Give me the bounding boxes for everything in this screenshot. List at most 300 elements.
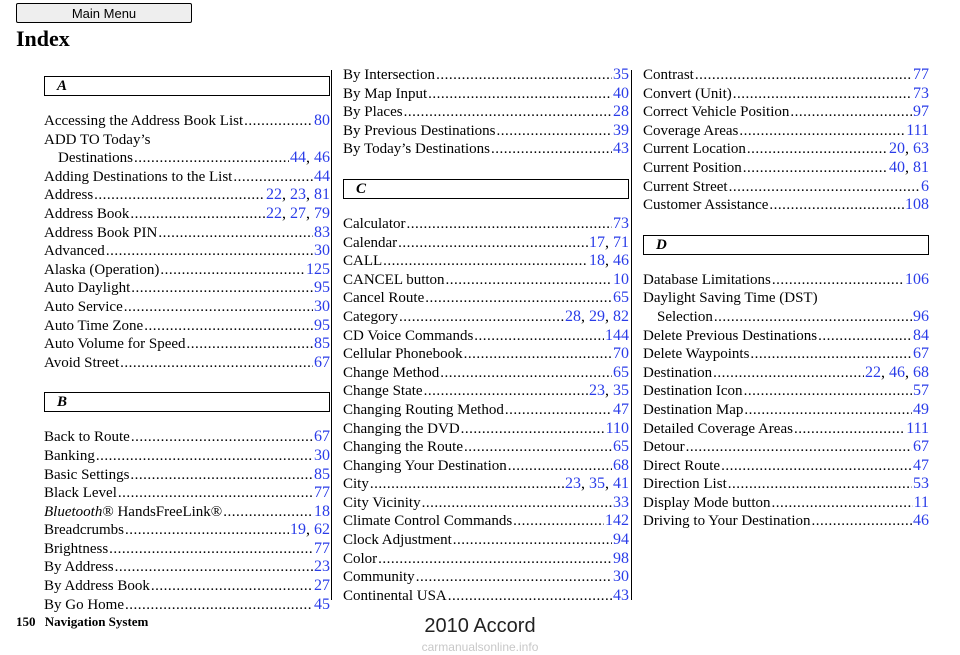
page-link[interactable]: 98 xyxy=(613,549,629,567)
index-entry xyxy=(643,85,929,104)
page-link[interactable]: 142 xyxy=(605,512,629,530)
watermark: 2010 Accord xyxy=(424,615,536,637)
entry-label: Delete Waypoints xyxy=(643,346,750,363)
index-entry xyxy=(44,279,330,298)
page-refs: 22, 27, 79 xyxy=(266,204,330,222)
section-letter-d: D xyxy=(643,235,929,255)
dot-leader xyxy=(713,364,864,383)
index-entry xyxy=(44,149,330,168)
page-refs xyxy=(314,335,330,354)
index-entry xyxy=(343,420,629,439)
page-link[interactable]: 18 xyxy=(589,252,605,270)
page-link[interactable]: 46 xyxy=(613,252,629,270)
page-refs xyxy=(314,354,330,373)
dot-leader xyxy=(497,122,613,141)
entry-label: Destination xyxy=(643,364,713,381)
page-link[interactable]: 28 xyxy=(565,307,581,325)
dot-leader xyxy=(233,168,313,187)
page-link[interactable]: 77 xyxy=(314,484,330,502)
dot-leader xyxy=(106,242,313,261)
page-link[interactable]: 81 xyxy=(314,186,330,204)
page-link[interactable]: 80 xyxy=(314,112,330,129)
page-link[interactable]: 30 xyxy=(314,242,330,260)
page-link[interactable]: 67 xyxy=(913,345,929,363)
index-entry xyxy=(44,112,330,131)
page-refs xyxy=(913,401,929,420)
dot-leader xyxy=(453,531,612,550)
page-refs xyxy=(613,215,629,234)
page-refs: 23, 35 xyxy=(589,382,629,400)
page-link[interactable]: 47 xyxy=(613,400,629,418)
section-letter-a: A xyxy=(44,76,330,96)
page-link[interactable]: 108 xyxy=(905,196,929,214)
index-entry xyxy=(643,271,929,290)
entry-label: Address Book PIN xyxy=(44,224,158,241)
page-link[interactable]: 57 xyxy=(913,382,929,400)
page-link[interactable]: 73 xyxy=(913,84,929,102)
page-link[interactable]: 77 xyxy=(314,539,330,557)
page-link[interactable]: 19 xyxy=(290,521,306,539)
index-column-1 xyxy=(44,66,330,614)
page-refs: 17, 71 xyxy=(589,233,629,251)
entry-label: Climate Control Commands xyxy=(343,513,513,530)
entry-label: Database Limitations xyxy=(643,271,771,288)
page-refs xyxy=(314,224,330,243)
section-name: Navigation System xyxy=(44,614,149,629)
page-link[interactable]: 44 xyxy=(314,167,330,185)
entry-label: Destinations xyxy=(58,150,133,167)
page-link[interactable]: 67 xyxy=(314,353,330,371)
dot-leader xyxy=(790,103,912,122)
page-link[interactable]: 63 xyxy=(913,140,929,158)
page-refs xyxy=(606,420,629,439)
entry-label: Changing Routing Method xyxy=(343,401,504,418)
page-link[interactable]: 11 xyxy=(913,493,929,511)
dot-leader xyxy=(744,401,912,420)
entry-label: Auto Service xyxy=(44,298,123,315)
page-refs: 28, 29, 82 xyxy=(565,307,629,325)
index-entry xyxy=(44,335,330,354)
page-refs xyxy=(613,289,629,308)
index-entry xyxy=(643,159,929,178)
page-refs xyxy=(314,503,330,522)
index-entry xyxy=(343,66,629,85)
dot-leader xyxy=(461,420,605,439)
page-link[interactable]: 53 xyxy=(913,475,929,493)
index-entry xyxy=(44,242,330,261)
dot-leader xyxy=(118,484,313,503)
dot-leader xyxy=(769,196,904,215)
dot-leader xyxy=(812,512,912,531)
entry-label: Change State xyxy=(343,383,423,400)
entry-label: By Intersection xyxy=(343,67,436,83)
entry-label: Changing the DVD xyxy=(343,420,460,437)
index-entry xyxy=(44,484,330,503)
index-entry xyxy=(343,271,629,290)
column-divider xyxy=(631,70,632,600)
entry-label: Detour xyxy=(643,439,685,456)
entry-label: Cancel Route xyxy=(343,290,425,307)
page-refs xyxy=(314,466,330,485)
page-refs xyxy=(314,577,330,596)
index-entry xyxy=(343,252,629,271)
page-link[interactable]: 65 xyxy=(613,363,629,381)
entry-label: Cellular Phonebook xyxy=(343,346,463,363)
page-refs xyxy=(314,540,330,559)
dot-leader xyxy=(406,215,612,234)
dot-leader xyxy=(125,596,313,615)
page-link[interactable]: 41 xyxy=(613,475,629,493)
index-entry xyxy=(643,475,929,494)
column-divider xyxy=(331,70,332,600)
dot-leader xyxy=(772,271,904,290)
index-entry xyxy=(343,475,629,494)
entry-label: Contrast xyxy=(643,67,694,83)
entry-label: Display Mode button xyxy=(643,494,771,511)
entry-label: Address Book xyxy=(44,205,130,222)
main-menu-button[interactable]: Main Menu xyxy=(16,3,192,23)
entry-label: Address xyxy=(44,187,94,204)
dot-leader xyxy=(772,494,913,513)
dot-leader xyxy=(747,140,888,159)
index-entry xyxy=(643,178,929,197)
dot-leader xyxy=(134,149,289,168)
page-link[interactable]: 83 xyxy=(314,223,330,241)
page-refs xyxy=(613,103,629,122)
page-link[interactable]: 47 xyxy=(913,456,929,474)
page-link[interactable]: 106 xyxy=(905,270,929,288)
dot-leader xyxy=(131,428,313,447)
page-link[interactable]: 79 xyxy=(314,204,330,222)
dot-leader xyxy=(743,159,888,178)
page-link[interactable]: 39 xyxy=(613,121,629,139)
page-title: Index xyxy=(16,26,70,51)
index-entry xyxy=(643,438,929,457)
page-link[interactable]: 29 xyxy=(589,307,605,325)
page-link[interactable]: 82 xyxy=(613,307,629,325)
entry-label: Convert (Unit) xyxy=(643,85,732,102)
page-refs xyxy=(613,345,629,364)
page-link[interactable]: 144 xyxy=(605,326,629,344)
page-link[interactable]: 35 xyxy=(613,382,629,400)
page-link[interactable]: 68 xyxy=(913,363,929,381)
dot-leader xyxy=(436,66,612,85)
entry-label: By Previous Destinations xyxy=(343,122,496,139)
dot-leader xyxy=(721,457,912,476)
page-refs xyxy=(314,596,330,615)
dot-leader xyxy=(120,354,313,373)
page-link[interactable]: 22 xyxy=(865,363,881,381)
entry-label: Current Location xyxy=(643,141,746,158)
page-refs: 19, 62 xyxy=(290,521,330,539)
dot-leader xyxy=(794,420,905,439)
entry-label: Category xyxy=(343,308,398,325)
page-link[interactable]: 23 xyxy=(290,186,306,204)
page-link[interactable]: 81 xyxy=(913,158,929,176)
page-refs xyxy=(314,279,330,298)
page-link[interactable]: 23 xyxy=(589,382,605,400)
page-refs xyxy=(613,401,629,420)
page-link[interactable]: 94 xyxy=(613,531,629,549)
entry-label: Alaska (Operation) xyxy=(44,261,160,278)
page-link[interactable]: 62 xyxy=(314,521,330,539)
page-link[interactable]: 70 xyxy=(613,345,629,363)
page-refs xyxy=(314,428,330,447)
entry-label: Destination Map xyxy=(643,401,744,418)
page-refs xyxy=(906,420,929,439)
dot-leader xyxy=(733,85,912,104)
entry-label: By Places xyxy=(343,104,403,121)
dot-leader xyxy=(94,186,265,205)
index-entry xyxy=(44,596,330,615)
dot-leader xyxy=(398,234,588,253)
dot-leader xyxy=(744,382,912,401)
page-link[interactable]: 20 xyxy=(889,140,905,158)
index-entry xyxy=(343,215,629,234)
page-link[interactable]: 44 xyxy=(290,149,306,167)
index-entry xyxy=(44,558,330,577)
dot-leader xyxy=(115,558,313,577)
page-link[interactable]: 110 xyxy=(605,419,629,437)
entry-label: Changing the Route xyxy=(343,439,463,456)
page-link[interactable]: 22 xyxy=(266,186,282,204)
page-refs xyxy=(613,85,629,104)
dot-leader xyxy=(695,66,912,85)
page-link[interactable]: 40 xyxy=(613,84,629,102)
entry-label: Changing Your Destination xyxy=(343,457,507,474)
page-link[interactable]: 23 xyxy=(314,558,330,576)
page-refs xyxy=(913,345,929,364)
page-link[interactable]: 6 xyxy=(921,177,929,195)
page-refs xyxy=(613,122,629,141)
dot-leader xyxy=(464,438,612,457)
watermark-site: carmanualsonline.info xyxy=(421,640,539,654)
page-link[interactable]: 68 xyxy=(613,456,629,474)
entry-label: Clock Adjustment xyxy=(343,532,452,549)
index-entry xyxy=(343,327,629,346)
dot-leader xyxy=(422,494,612,513)
entry-label: CALL xyxy=(343,253,383,270)
index-entry xyxy=(343,140,629,159)
entry-label: Selection xyxy=(657,308,713,325)
index-column-3 xyxy=(643,66,929,531)
index-entry xyxy=(643,103,929,122)
dot-leader xyxy=(223,503,313,522)
index-entry xyxy=(643,196,929,215)
page-link[interactable]: 43 xyxy=(613,586,629,604)
index-entry xyxy=(643,364,929,383)
dot-leader xyxy=(474,327,604,346)
page-link[interactable]: 73 xyxy=(613,214,629,232)
page-link[interactable]: 27 xyxy=(314,577,330,595)
entry-label: Direct Route xyxy=(643,457,721,474)
dot-leader xyxy=(130,205,265,224)
dot-leader xyxy=(428,85,612,104)
index-entry xyxy=(643,327,929,346)
page-refs xyxy=(613,494,629,513)
page-link[interactable]: 28 xyxy=(613,103,629,121)
dot-leader xyxy=(109,540,313,559)
page-link[interactable]: 67 xyxy=(913,438,929,456)
page-refs: 40, 81 xyxy=(889,158,929,176)
index-entry xyxy=(44,205,330,224)
index-entry xyxy=(44,354,330,373)
page-refs xyxy=(613,531,629,550)
page-refs: 18, 46 xyxy=(589,252,629,270)
index-entry xyxy=(343,289,629,308)
index-entry xyxy=(44,503,330,522)
dot-leader xyxy=(125,521,289,540)
dot-leader xyxy=(505,401,612,420)
page-refs: 23, 35, 41 xyxy=(565,475,629,493)
page-refs xyxy=(314,317,330,336)
index-entry xyxy=(44,466,330,485)
index-entry xyxy=(343,234,629,253)
entry-label: Detailed Coverage Areas xyxy=(643,420,793,437)
page-link[interactable]: 40 xyxy=(889,158,905,176)
page-link[interactable]: 125 xyxy=(306,260,330,278)
dot-leader xyxy=(728,475,912,494)
dot-leader xyxy=(425,289,612,308)
entry-label: Avoid Street xyxy=(44,354,120,371)
page-link[interactable]: 65 xyxy=(613,438,629,456)
index-entry xyxy=(343,85,629,104)
entry-label: Coverage Areas xyxy=(643,122,739,139)
page-link[interactable]: 10 xyxy=(613,270,629,288)
page-refs xyxy=(314,168,330,187)
entry-label: By Today’s Destinations xyxy=(343,141,491,158)
page-link[interactable]: 84 xyxy=(913,326,929,344)
page-link[interactable]: 17 xyxy=(589,233,605,251)
page-refs xyxy=(913,327,929,346)
entry-label: By Map Input xyxy=(343,85,428,102)
entry-label: Continental USA xyxy=(343,587,447,604)
page-link[interactable]: 27 xyxy=(290,204,306,222)
dot-leader xyxy=(158,224,313,243)
dot-leader xyxy=(739,122,905,141)
page-refs xyxy=(921,178,929,197)
page-link[interactable]: 77 xyxy=(913,66,929,83)
index-entry xyxy=(343,308,629,327)
page-refs xyxy=(913,85,929,104)
index-entry xyxy=(44,428,330,447)
page-refs xyxy=(306,261,330,280)
dot-leader xyxy=(440,364,612,383)
page-link[interactable]: 95 xyxy=(314,279,330,297)
entry-label: Black Level xyxy=(44,485,117,502)
page-refs xyxy=(905,196,929,215)
page-link[interactable]: 43 xyxy=(613,140,629,158)
page-refs xyxy=(613,457,629,476)
entry-label: CANCEL button xyxy=(343,271,445,288)
page-link[interactable]: 95 xyxy=(314,316,330,334)
page-link[interactable]: 96 xyxy=(913,307,929,325)
entry-label: Current Street xyxy=(643,178,728,195)
entry-label: Banking xyxy=(44,447,95,464)
page-link[interactable]: 30 xyxy=(314,297,330,315)
page-link[interactable]: 18 xyxy=(314,502,330,520)
index-entry xyxy=(643,512,929,531)
index-entry xyxy=(643,457,929,476)
page-link[interactable]: 97 xyxy=(913,103,929,121)
page-refs xyxy=(613,550,629,569)
entry-label: CD Voice Commands xyxy=(343,327,474,344)
entry-label: By Go Home xyxy=(44,596,124,613)
index-entry xyxy=(44,540,330,559)
page-refs xyxy=(913,308,929,327)
index-entry xyxy=(44,261,330,280)
index-entry xyxy=(343,531,629,550)
index-entry xyxy=(44,447,330,466)
page-link[interactable]: 46 xyxy=(889,363,905,381)
index-entry xyxy=(44,298,330,317)
page-link[interactable]: 22 xyxy=(266,204,282,222)
index-entry xyxy=(343,438,629,457)
page-link[interactable]: 30 xyxy=(314,446,330,464)
entry-label: Current Position xyxy=(643,159,742,176)
page-link[interactable]: 46 xyxy=(913,512,929,530)
page-link[interactable]: 35 xyxy=(589,475,605,493)
dot-leader xyxy=(513,512,604,531)
index-entry xyxy=(643,345,929,364)
page-refs xyxy=(913,475,929,494)
index-entry xyxy=(643,382,929,401)
page-refs xyxy=(613,587,629,606)
entry-label: Destination Icon xyxy=(643,383,743,400)
dot-leader xyxy=(151,577,313,596)
page-link[interactable]: 111 xyxy=(906,121,929,139)
page-link[interactable]: 23 xyxy=(565,475,581,493)
dot-leader xyxy=(404,103,612,122)
dot-leader xyxy=(130,466,313,485)
page-link[interactable]: 30 xyxy=(613,568,629,586)
page-refs xyxy=(314,558,330,577)
page-link[interactable]: 85 xyxy=(314,465,330,483)
index-entry xyxy=(343,568,629,587)
dot-leader xyxy=(446,271,612,290)
entry-label: Delete Previous Destinations xyxy=(643,327,818,344)
index-entry xyxy=(343,457,629,476)
page-refs xyxy=(613,66,629,85)
page-link[interactable]: 65 xyxy=(613,289,629,307)
dot-leader xyxy=(416,568,612,587)
dot-leader xyxy=(144,317,313,336)
page-link[interactable]: 49 xyxy=(913,400,929,418)
page-link[interactable]: 71 xyxy=(613,233,629,251)
page-link[interactable]: 45 xyxy=(314,595,330,613)
page-link[interactable]: 46 xyxy=(314,149,330,167)
entry-label: City xyxy=(343,476,369,493)
dot-leader xyxy=(187,335,313,354)
page-link[interactable]: 111 xyxy=(906,419,929,437)
index-entry xyxy=(643,140,929,159)
index-entry xyxy=(44,521,330,540)
page-refs xyxy=(314,112,330,131)
page-link[interactable]: 35 xyxy=(613,66,629,83)
index-column-2 xyxy=(343,66,629,605)
index-entry xyxy=(44,317,330,336)
dot-leader xyxy=(370,475,564,494)
page-link[interactable]: 67 xyxy=(314,428,330,446)
entry-label: Color xyxy=(343,550,378,567)
entry-label: Adding Destinations to the List xyxy=(44,168,233,185)
page-link[interactable]: 85 xyxy=(314,335,330,353)
page-refs xyxy=(913,66,929,85)
page-link[interactable]: 33 xyxy=(613,493,629,511)
index-entry xyxy=(343,512,629,531)
index-entry xyxy=(44,577,330,596)
dot-leader xyxy=(508,457,612,476)
